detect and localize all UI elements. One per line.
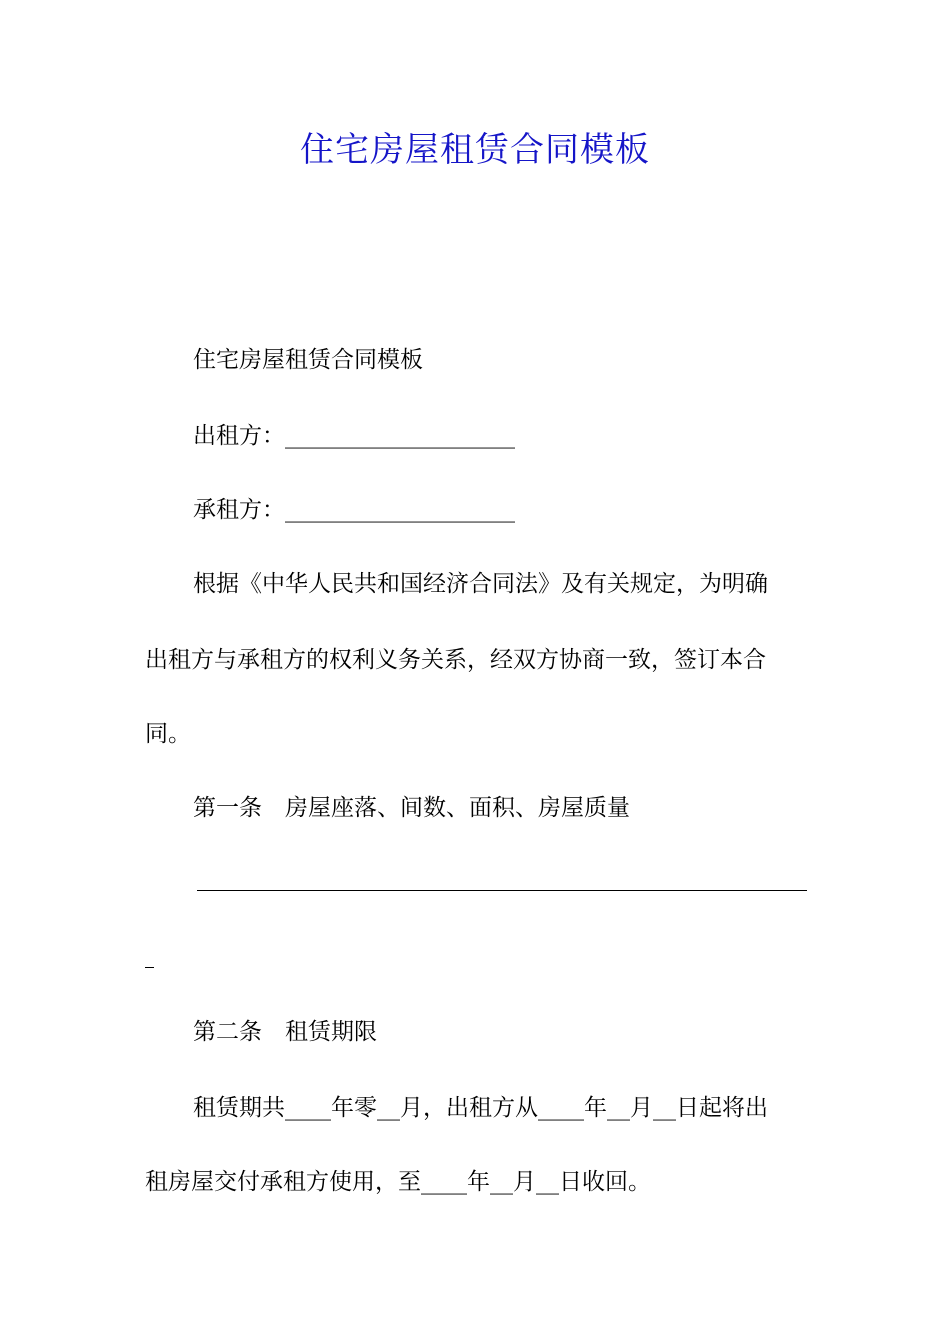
lessee-line [193,495,515,525]
lessee-label: 承租方： [193,497,285,523]
lessor-label: 出租方： [193,423,285,449]
article-2-line-1: 租赁期共____年零__月，出租方从____年__月__日起将出 [193,1095,768,1121]
article-1-fill-line-end [145,967,154,968]
lessee-blank: ____________________ [285,497,515,523]
article-2-line-2: 租房屋交付承租方使用，至____年__月__日收回。 [145,1169,651,1195]
contract-subtitle: 住宅房屋租赁合同模板 [193,347,423,373]
preamble-line-3: 同。 [145,721,191,747]
lessor-line [193,421,515,451]
lessor-blank: ____________________ [285,423,515,449]
article-1-fill-line [197,890,807,891]
article-2-heading: 第二条 租赁期限 [193,1019,377,1045]
document-title: 住宅房屋租赁合同模板 [300,130,650,170]
preamble-line-1: 根据《中华人民共和国经济合同法》及有关规定，为明确 [193,571,768,597]
article-1-heading: 第一条 房屋座落、间数、面积、房屋质量 [193,795,630,821]
preamble-line-2: 出租方与承租方的权利义务关系，经双方协商一致，签订本合 [145,647,766,673]
